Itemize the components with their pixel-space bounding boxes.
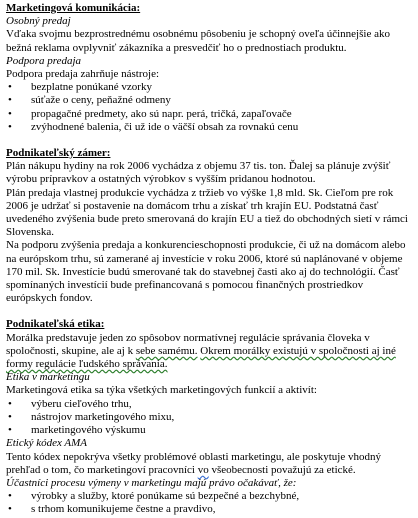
list-item: • zvýhodnené balenia, či už ide o väčší obsah za rovnakú cenu [8, 120, 299, 133]
list-item: • nástrojov marketingového mixu, [8, 410, 175, 423]
subheading-ama-code: Etický kódex AMA [6, 437, 88, 450]
document-page [6, 2, 412, 517]
section-title-business-plan: Podnikateľský zámer: [6, 147, 111, 160]
paragraph: Tento kódex nepokrýva všetky problémové oblasti marketingu, ale poskytuje vhodný prehľad o tom, čo marketingoví pracovníci vo všeobecnosti považujú za etické. [6, 450, 381, 476]
paragraph: Plán nákupu hydiny na rok 2006 vychádza z objemu 37 tis. ton. Ďalej sa plánuje zvýšiť výrobu prípravkov a ostatných výrobkov s vyšším pridanou hodnotou. [6, 160, 391, 186]
subheading-sales-promotion: Podpora predaja [6, 54, 82, 67]
bullet-icon: • [8, 490, 12, 503]
spacer [6, 134, 412, 147]
bullet-icon: • [8, 397, 12, 410]
paragraph: Plán predaja vlastnej produkcie vychádza z tržieb vo výške 1,8 mld. Sk. Cieľom pre rok 2006 je udržať si postavenie na domácom trhu a získať trh krajín EU. Podstatná časť uvedeného zvýšenia bude preto smerovaná do krajín EU a tiež do obchodných sietí v rámci Slovenska. [6, 186, 408, 239]
paragraph: Na podporu zvýšenia predaja a konkurencieschopnosti produkcie, či už na domácom alebo na európskom trhu, sú zamerané aj investície v roku 2006, ktoré sú naplánované v objeme 170 mil. Sk. Investície budú smerované tak do stavebnej časti ako aj do technológií. Časť spomínaných investícií bude prefinancovaná s pomocou finančných prostriedkov európskych fondov. [6, 239, 406, 305]
subheading-personal-sales: Osobný predaj [6, 15, 71, 28]
list-item: • výberu cieľového trhu, [8, 397, 132, 410]
paragraph: Podpora predaja zahrňuje nástroje: [6, 68, 160, 81]
list-item: • súťaže o ceny, peňažné odmeny [8, 94, 171, 107]
bullet-icon: • [8, 94, 12, 107]
bullet-list [6, 81, 412, 134]
list-item: • s trhom komunikujeme čestne a pravdivo, [8, 503, 216, 516]
bullet-icon: • [8, 107, 12, 120]
paragraph: Vďaka svojmu bezprostrednému osobnému pôsobeniu je schopný oveľa účinnejšie ako bežná reklama ovplyvniť zákazníka a presvedčiť ho o prednostiach produktu. [6, 28, 390, 54]
spellcheck-underline: sebe samému. [135, 344, 198, 357]
grammar-underline: Okrem morálky existujú v spoločnosti aj iné formy regulácie ľudského správania. [6, 344, 396, 371]
list-item: • marketingového výskumu [8, 424, 146, 437]
paragraph: Morálka predstavuje jeden zo spôsobov normatívnej regulácie správania človeka v spoločnosti, skupine, ale aj k sebe samému. Okrem morálky existujú v spoločnosti aj iné formy regulácie ľudského správania. [6, 331, 396, 371]
bullet-icon: • [8, 81, 12, 94]
bullet-icon: • [8, 410, 12, 423]
section-title-business-ethics: Podnikateľská etika: [6, 318, 105, 331]
list-item: • propagačné predmety, ako sú napr. perá, tričká, zapaľovače [8, 107, 292, 120]
bullet-list [6, 398, 412, 438]
bullet-list [6, 490, 412, 516]
section-title-marketing: Marketingová komunikácia: [6, 2, 141, 14]
list-item: • výrobky a služby, ktoré ponúkame sú bezpečné a bezchybné, [8, 490, 300, 503]
spacer [6, 305, 412, 318]
subheading-participants: Účastníci procesu výmeny v marketingu majú právo očakávať, že: [6, 476, 297, 489]
paragraph: Marketingová etika sa týka všetkých marketingových funkcií a aktivít: [6, 384, 317, 397]
list-item: • bezplatne ponúkané vzorky [8, 81, 152, 94]
bullet-icon: • [8, 503, 12, 516]
spellcheck-underline: vo [197, 463, 209, 476]
subheading-ethics-marketing: Etika v marketingu [6, 371, 90, 384]
bullet-icon: • [8, 424, 12, 437]
bullet-icon: • [8, 120, 12, 133]
